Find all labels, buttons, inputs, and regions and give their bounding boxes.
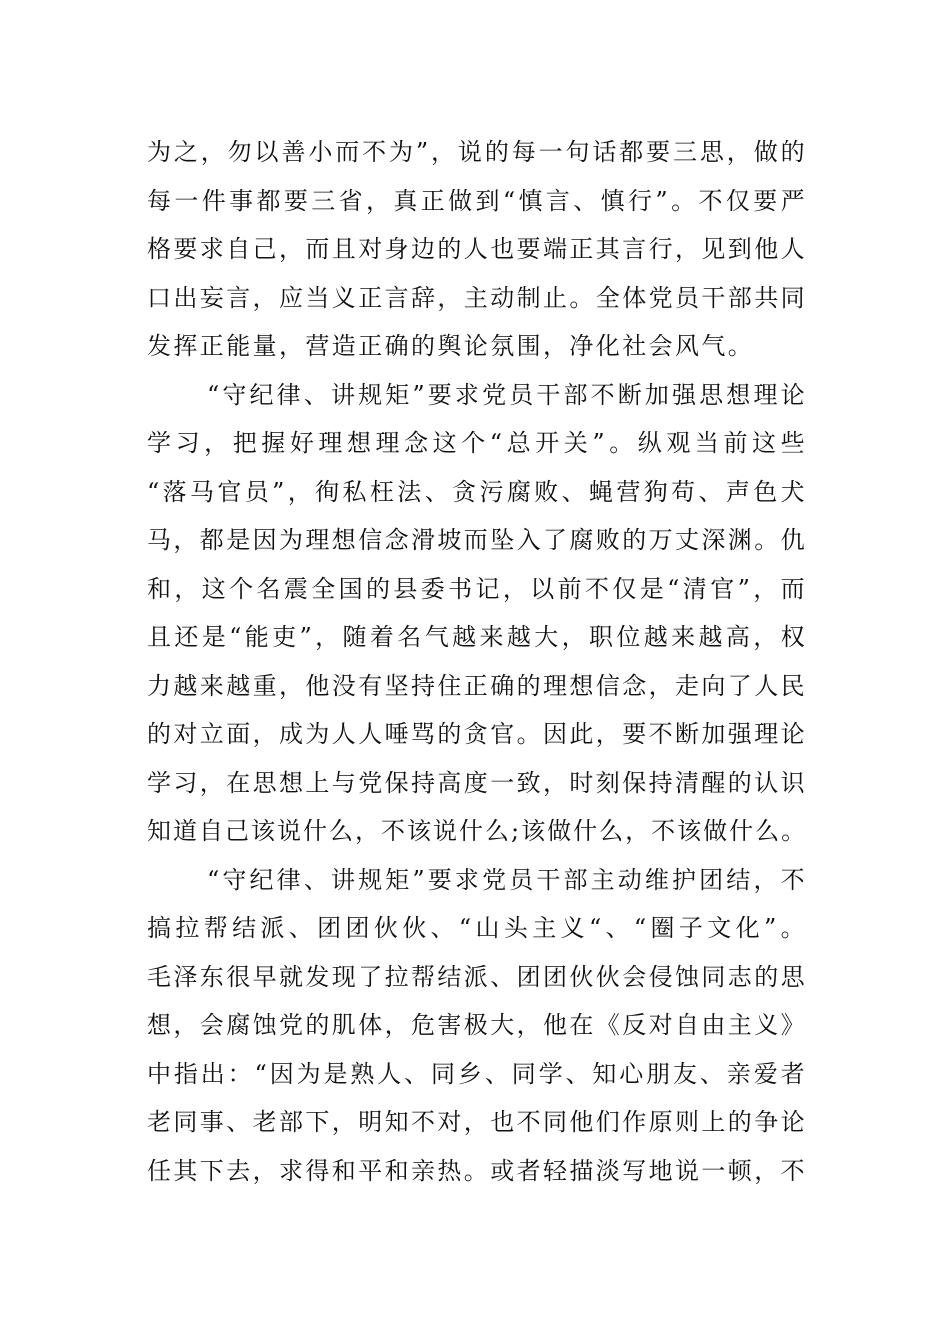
text-line: 想，会腐蚀党的肌体，危害极大，他在《反对自由主义》: [147, 1011, 807, 1039]
text-line: 老同事、老部下，明知不对，也不同他们作原则上的争论: [147, 1108, 807, 1136]
text-line: 每一件事都要三省，真正做到“慎言、慎行”。不仅要严: [147, 186, 807, 215]
text-line: 力越来越重，他没有坚持住正确的理想信念，走向了人民: [147, 671, 807, 700]
text-line: 马，都是因为理想信念滑坡而坠入了腐败的万丈深渊。仇: [147, 526, 807, 554]
text-line: 毛泽东很早就发现了拉帮结派、团团伙伙会侵蚀同志的思: [147, 962, 807, 991]
text-line: “落马官员”，徇私枉法、贪污腐败、蝇营狗苟、声色犬: [147, 477, 807, 506]
text-line: 发挥正能量，营造正确的舆论氛围，净化社会风气。: [147, 332, 755, 360]
body-text: [147, 128, 807, 1195]
text-line: 学习，在思想上与党保持高度一致，时刻保持清醒的认识: [147, 768, 807, 797]
text-line: 中指出：“因为是熟人、同乡、同学、知心朋友、亲爱者: [147, 1059, 807, 1088]
text-line: 为之，勿以善小而不为”，说的每一句话都要三思，做的: [147, 138, 807, 166]
text-line: 任其下去，求得和平和亲热。或者轻描淡写地说一顿，不: [147, 1156, 807, 1185]
text-line: “守纪律、讲规矩”要求党员干部不断加强思想理论: [207, 380, 807, 409]
text-line: 知道自己该说什么，不该说什么;该做什么，不该做什么。: [147, 817, 808, 845]
text-line: 搞拉帮结派、团团伙伙、“山头主义“、“圈子文化”。: [147, 914, 807, 942]
text-line: 且还是“能吏”，随着名气越来越大，职位越来越高，权: [147, 623, 807, 651]
text-line: 口出妄言，应当义正言辞，主动制止。全体党员干部共同: [147, 283, 807, 312]
text-line: 学习，把握好理想理念这个“总开关”。纵观当前这些: [147, 429, 807, 457]
text-line: “守纪律、讲规矩”要求党员干部主动维护团结，不: [207, 865, 807, 894]
text-line: 和，这个名震全国的县委书记，以前不仅是“清官”，而: [147, 574, 807, 603]
text-line: 格要求自己，而且对身边的人也要端正其言行，见到他人: [147, 235, 807, 263]
text-line: 的对立面，成为人人唾骂的贪官。因此，要不断加强理论: [147, 720, 807, 748]
